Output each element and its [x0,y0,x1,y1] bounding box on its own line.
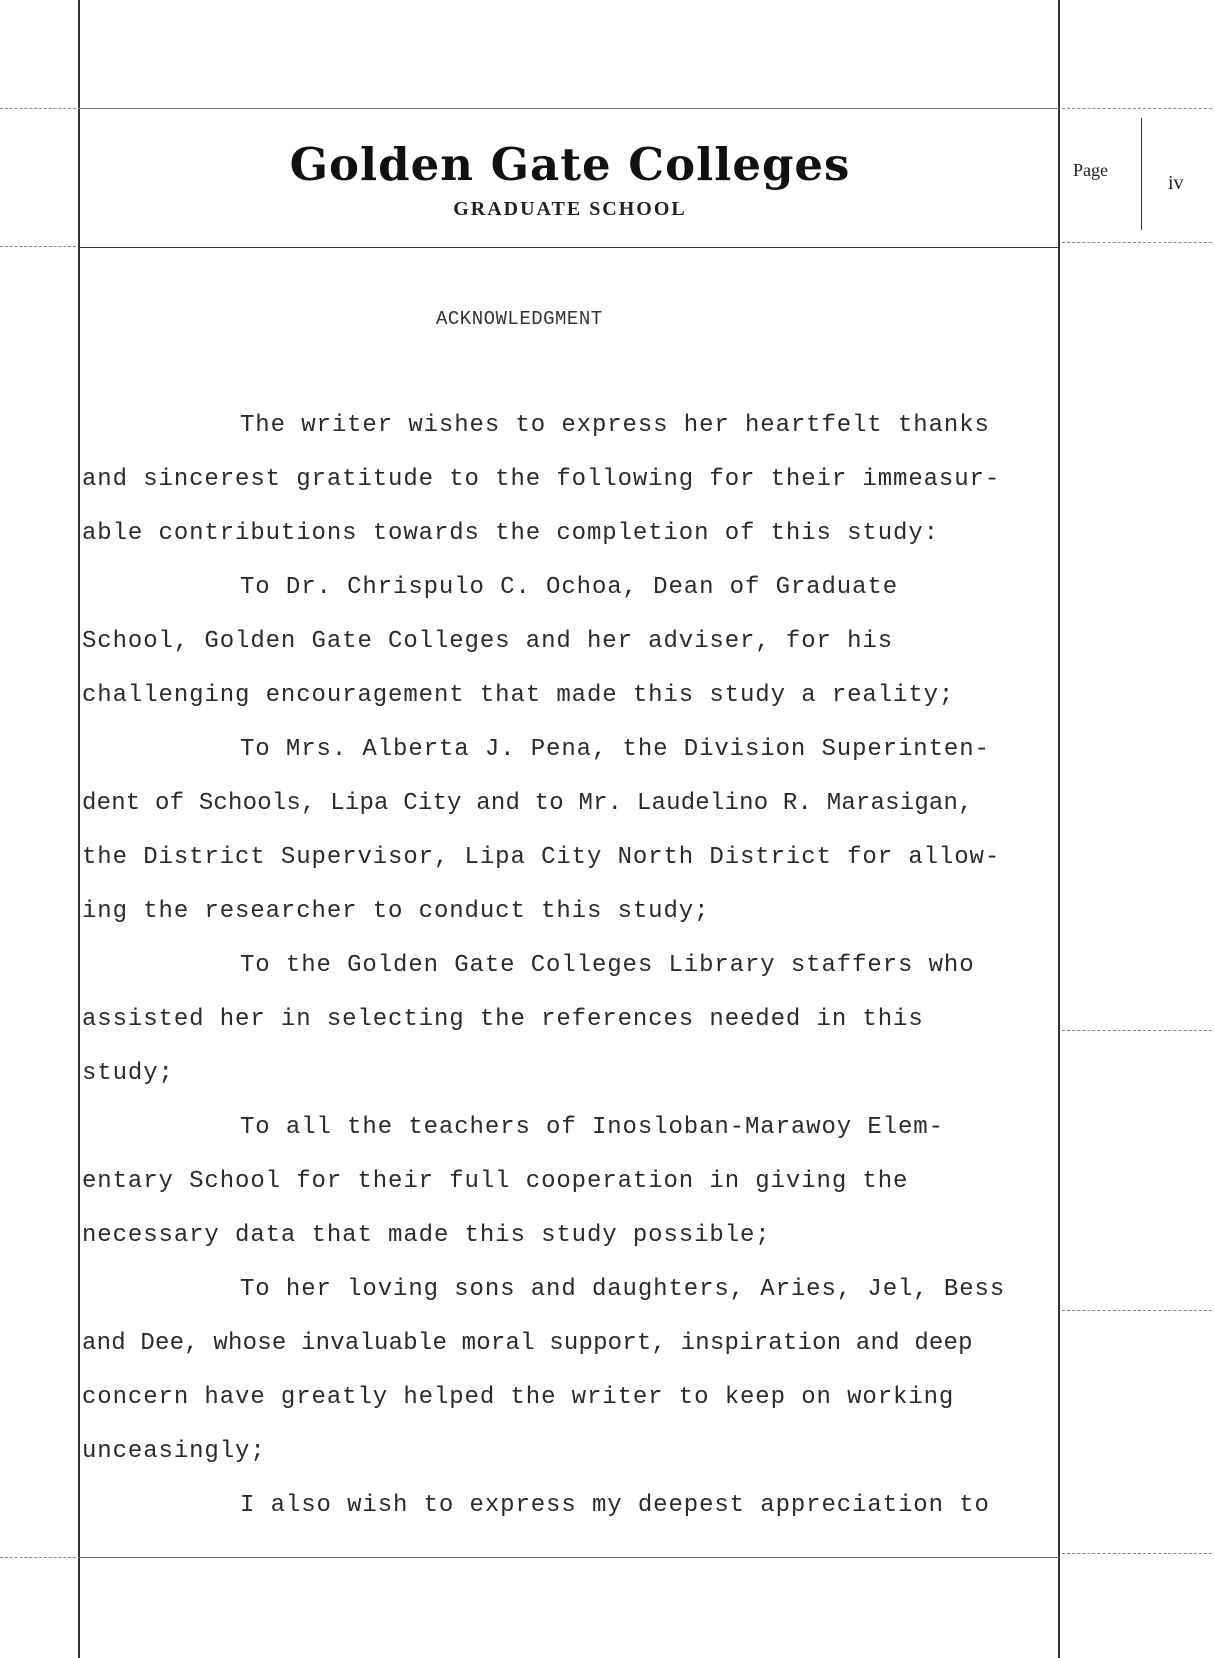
school-name: GRADUATE SCHOOL [453,198,687,220]
body-line: assisted her in selecting the references needed in this [82,1006,924,1033]
page-box-divider [1141,118,1142,230]
body-line: study; [82,1060,174,1087]
body-line: able contributions towards the completion of this study: [82,520,939,547]
right-footer-dash [1062,1553,1212,1554]
left-header-dash [0,108,76,109]
body-line: challenging encouragement that made this study a reality; [82,682,955,709]
body-line: and sincerest gratitude to the following for their immeasur- [82,466,1001,493]
left-footer-dash [0,1557,76,1558]
header-bottom-rule [78,247,1060,248]
right-top-dash [1062,108,1212,109]
institution-name: Golden Gate Colleges [289,138,851,191]
body-line: To her loving sons and daughters, Aries, Jel, Bess [240,1276,1006,1303]
body-line: ing the researcher to conduct this study; [82,898,710,925]
footer-rule [78,1557,1060,1558]
body-line: The writer wishes to express her heartfelt thanks [240,412,990,439]
right-lower-dash [1062,1310,1212,1311]
body-line: concern have greatly helped the writer to keep on working [82,1384,955,1411]
body-line: necessary data that made this study possible; [82,1222,771,1249]
body-line: the District Supervisor, Lipa City North District for allow- [82,844,1001,871]
body-line: To Dr. Chrispulo C. Ochoa, Dean of Graduate [240,574,899,601]
right-margin-rule [1058,0,1060,1658]
left-header-dash-2 [0,246,76,247]
body-line: unceasingly; [82,1438,266,1465]
body-line: School, Golden Gate Colleges and her adviser, for his [82,628,894,655]
page-number: iv [1168,172,1184,194]
body-line: I also wish to express my deepest appreciation to [240,1492,990,1519]
body-line: dent of Schools, Lipa City and to Mr. Laudelino R. Marasigan, [82,790,973,817]
body-line: To the Golden Gate Colleges Library staffers who [240,952,975,979]
right-header-dash [1062,242,1212,243]
body-line: entary School for their full cooperation in giving the [82,1168,909,1195]
body-line: To all the teachers of Inosloban-Marawoy Elem- [240,1114,944,1141]
header-top-rule [78,108,1060,109]
body-line: and Dee, whose invaluable moral support, inspiration and deep [82,1330,973,1357]
body-line: To Mrs. Alberta J. Pena, the Division Superinten- [240,736,990,763]
right-mid-dash [1062,1030,1212,1031]
page-label: Page [1073,160,1108,180]
section-title: ACKNOWLEDGMENT [436,308,603,330]
left-margin-rule [78,0,80,1658]
